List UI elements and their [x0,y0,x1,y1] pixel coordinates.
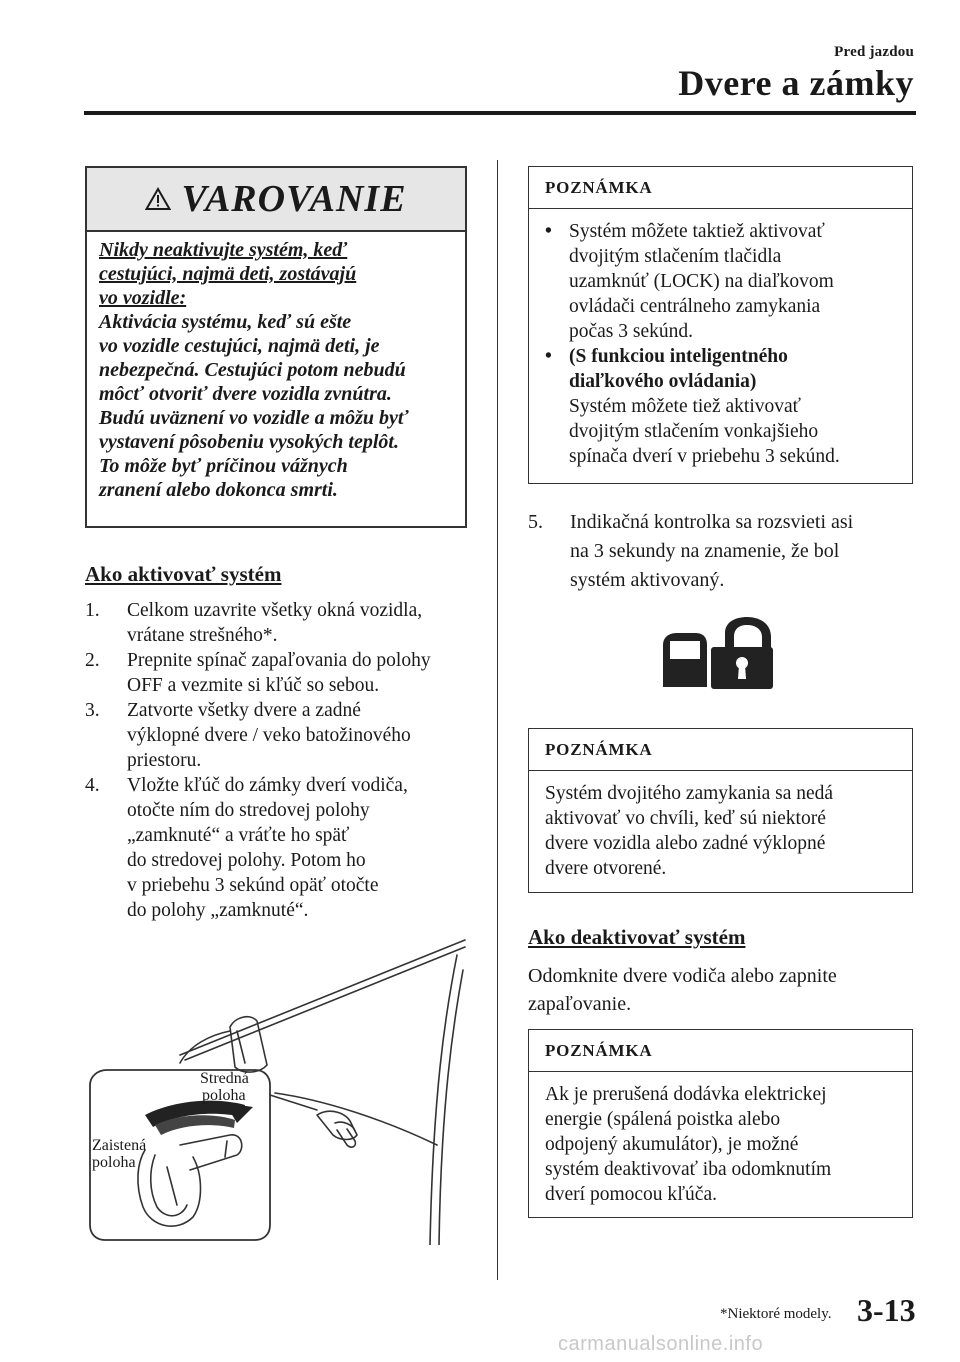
bullet-icon: • [545,221,552,242]
warning-box [85,166,467,528]
step-number: 5. [528,511,543,533]
note-line: systém deaktivovať iba odomknutím [545,1159,832,1180]
note-line-bold: diaľkového ovládania) [569,371,757,392]
step-line: vrátane strešného*. [127,625,278,646]
warning-line: vo vozidle cestujúci, najmä deti, je [99,335,380,357]
step-line: Vložte kľúč do zámky dverí vodiča, [127,775,408,796]
note-line: Ak je prerušená dodávka elektrickej [545,1084,827,1105]
step-line: na 3 sekundy na znamenie, že bol [570,540,840,562]
locked-position-label: Zaistená poloha [92,1137,147,1171]
note-title: POZNÁMKA [529,167,912,209]
step-number: 3. [85,700,100,721]
step-line: OFF a vezmite si kľúč so sebou. [127,675,380,696]
step-line: Zatvorte všetky dvere a zadné [127,700,361,721]
activate-heading: Ako aktivovať systém [85,562,282,586]
warning-body [87,232,465,502]
note-line: odpojený akumulátor), je možné [545,1134,799,1155]
warning-title: VAROVANIE [181,178,407,220]
warning-line: To môže byť príčinou vážnych [99,455,348,477]
deactivate-heading: Ako deaktivovať systém [528,925,746,949]
warning-header [87,168,465,232]
step-item [85,648,470,698]
step-number: 2. [85,650,100,671]
note-line: uzamknúť (LOCK) na diaľkovom [569,271,834,292]
note-line: dvere otvorené. [545,858,667,879]
step-line: otočte ním do stredovej polohy [127,800,370,821]
note-bullet-item [545,219,898,344]
door-lock-illustration [85,935,475,1245]
note-line: ovládači centrálneho zamykania [569,296,821,317]
note-box-3 [528,1029,913,1218]
header-rule [84,111,916,115]
note-line: spínača dverí v priebehu 3 sekúnd. [569,446,840,467]
note-line: dverí pomocou kľúča. [545,1184,717,1205]
note-title: POZNÁMKA [529,1030,912,1072]
note-bullet-item [545,344,898,469]
note-line-bold: (S funkciou inteligentného [569,346,788,367]
warning-line: môcť otvoriť dvere vozidla zvnútra. [99,383,392,405]
page-number: 3-13 [857,1292,916,1328]
step-line: priestoru. [127,750,202,771]
step-item [85,598,470,648]
step-line: systém aktivovaný. [570,569,725,591]
double-lock-indicator-icon [655,615,775,695]
step-line: Celkom uzavrite všetky okná vozidla, [127,600,423,621]
paragraph-line: zapaľovanie. [528,993,632,1015]
note-title: POZNÁMKA [529,729,912,771]
watermark: carmanualsonline.info [558,1333,764,1355]
warning-lead-line: Nikdy neaktivujte systém, keď [99,239,348,261]
warning-line: Budú uväznení vo vozidle a môžu byť [99,407,409,429]
warning-line: Aktivácia systému, keď sú ešte [99,311,352,333]
warning-lead-line: cestujúci, najmä deti, zostávajú [99,263,357,285]
step-line: v priebehu 3 sekúnd opäť otočte [127,875,379,896]
step-line: do stredovej polohy. Potom ho [127,850,366,871]
paragraph-line: Odomknite dvere vodiča alebo zapnite [528,965,837,987]
note-line: Systém môžete taktiež aktivovať [569,221,825,242]
note-line: počas 3 sekúnd. [569,321,694,342]
step-item [85,698,470,773]
note-line: energie (spálená poistka alebo [545,1109,781,1130]
step-5 [528,508,918,595]
note-line: dvere vozidla alebo zadné výklopné [545,833,826,854]
section-title: Pred jazdou [834,44,914,60]
note-line: Systém dvojitého zamykania sa nedá [545,783,834,804]
warning-line: nebezpečná. Cestujúci potom nebudú [99,359,406,381]
step-line: do polohy „zamknuté“. [127,900,309,921]
step-line: výklopné dvere / veko batožinového [127,725,411,746]
note-box-2 [528,728,913,893]
note-line: Systém môžete tiež aktivovať [569,396,801,417]
column-divider [497,160,498,1280]
center-position-label: Stredná poloha [200,1070,249,1104]
warning-line: vystavení pôsobeniu vysokých teplôt. [99,431,399,453]
deactivate-text [528,962,908,1018]
note-line: aktivovať vo chvíli, keď sú niektoré [545,808,826,829]
warning-lead-line: vo vozidle: [99,287,187,309]
note-line: dvojitým stlačením tlačidla [569,246,782,267]
footnote: *Niektoré modely. [720,1306,832,1322]
warning-line: zranení alebo dokonca smrti. [99,479,338,501]
bullet-icon: • [545,346,552,367]
step-line: Indikačná kontrolka sa rozsvieti asi [570,511,854,533]
note-line: dvojitým stlačením vonkajšieho [569,421,819,442]
step-number: 1. [85,600,100,621]
note-box-1 [528,166,913,484]
step-item [85,773,470,923]
chapter-title: Dvere a zámky [678,63,914,103]
step-line: Prepnite spínač zapaľovania do polohy [127,650,431,671]
activate-steps [85,598,470,923]
step-number: 4. [85,775,100,796]
warning-triangle-icon [145,187,171,211]
step-line: „zamknuté“ a vráťte ho späť [127,825,350,846]
